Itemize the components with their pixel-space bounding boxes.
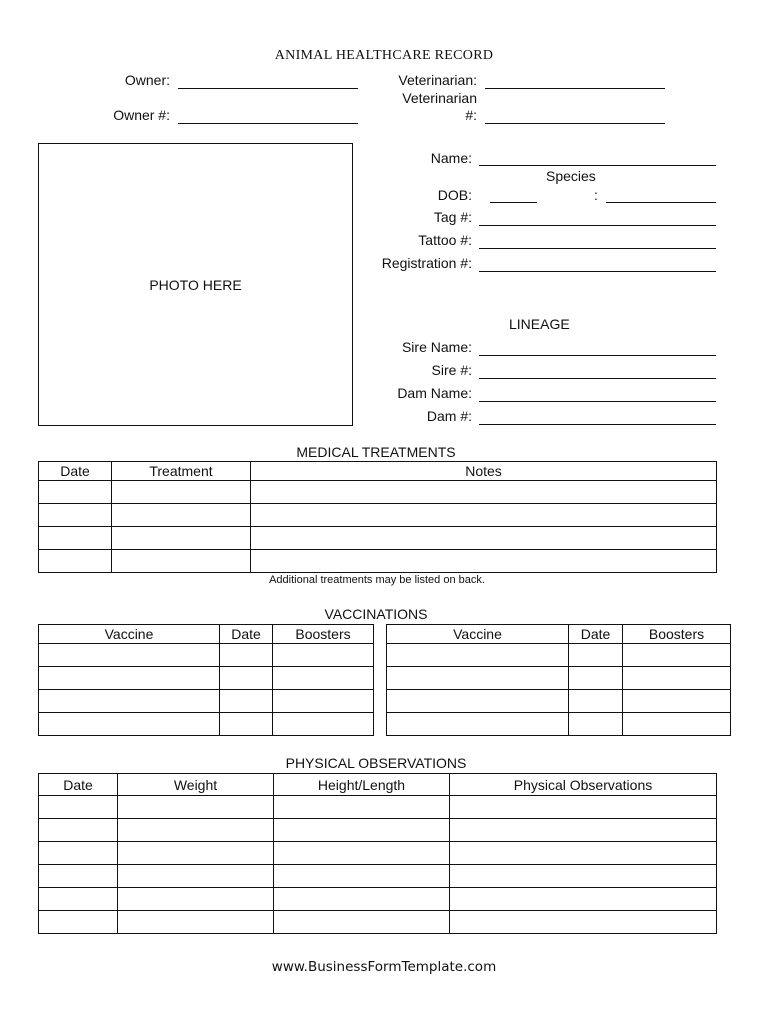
physical-cell[interactable] xyxy=(39,888,118,911)
physical-cell[interactable] xyxy=(274,842,450,865)
tag-label: Tag #: xyxy=(433,209,472,225)
sire-name-field[interactable] xyxy=(479,355,716,356)
form-title: ANIMAL HEALTHCARE RECORD xyxy=(274,48,494,63)
medical-col-treatment: Treatment xyxy=(112,462,251,481)
vaccination-table-left xyxy=(38,624,374,736)
vaccine-cell[interactable] xyxy=(623,690,731,713)
vaccine-cell[interactable] xyxy=(387,713,569,736)
medical-cell[interactable] xyxy=(112,527,251,550)
physical-cell[interactable] xyxy=(450,911,717,934)
veterinarian-number-label-1: Veterinarian xyxy=(402,90,477,106)
dam-number-label: Dam #: xyxy=(426,408,472,424)
dam-name-field[interactable] xyxy=(479,401,716,402)
physical-cell[interactable] xyxy=(118,865,274,888)
medical-col-notes: Notes xyxy=(251,462,717,481)
table-row xyxy=(387,713,731,736)
registration-label: Registration #: xyxy=(381,255,472,271)
medical-cell[interactable] xyxy=(112,504,251,527)
dob-field[interactable] xyxy=(490,202,537,203)
medical-cell[interactable] xyxy=(39,550,112,573)
vaccine-col-date: Date xyxy=(220,625,273,644)
vaccine-col-boosters: Boosters xyxy=(623,625,731,644)
medical-cell[interactable] xyxy=(112,481,251,504)
vaccination-table-right xyxy=(386,624,731,736)
veterinarian-field[interactable] xyxy=(485,88,665,89)
species-colon: : xyxy=(594,187,598,203)
vaccinations-heading: VACCINATIONS xyxy=(324,606,428,622)
vaccine-cell[interactable] xyxy=(39,667,220,690)
medical-note: Additional treatments may be listed on back. xyxy=(269,574,485,586)
vaccine-cell[interactable] xyxy=(623,644,731,667)
owner-label: Owner: xyxy=(124,72,170,88)
species-label: Species xyxy=(546,168,596,184)
physical-cell[interactable] xyxy=(39,796,118,819)
medical-cell[interactable] xyxy=(251,550,717,573)
physical-cell[interactable] xyxy=(39,842,118,865)
physical-cell[interactable] xyxy=(39,819,118,842)
vaccine-cell[interactable] xyxy=(569,713,623,736)
physical-cell[interactable] xyxy=(118,911,274,934)
vaccine-cell[interactable] xyxy=(569,667,623,690)
owner-number-label: Owner #: xyxy=(113,107,170,123)
tag-field[interactable] xyxy=(479,225,716,226)
physical-col-height: Height/Length xyxy=(274,774,450,796)
vaccine-cell[interactable] xyxy=(220,690,273,713)
sire-name-label: Sire Name: xyxy=(401,339,472,355)
medical-cell[interactable] xyxy=(251,481,717,504)
table-row xyxy=(39,796,717,819)
tattoo-field[interactable] xyxy=(479,248,716,249)
vaccine-cell[interactable] xyxy=(569,644,623,667)
physical-cell[interactable] xyxy=(118,819,274,842)
table-row xyxy=(39,527,717,550)
owner-field[interactable] xyxy=(178,88,358,89)
table-row xyxy=(387,667,731,690)
medical-cell[interactable] xyxy=(39,527,112,550)
table-row xyxy=(39,690,374,713)
physical-cell[interactable] xyxy=(450,796,717,819)
physical-cell[interactable] xyxy=(274,865,450,888)
physical-cell[interactable] xyxy=(450,865,717,888)
owner-number-field[interactable] xyxy=(178,123,358,124)
medical-cell[interactable] xyxy=(39,481,112,504)
physical-cell[interactable] xyxy=(118,842,274,865)
medical-col-date: Date xyxy=(39,462,112,481)
photo-placeholder: PHOTO HERE xyxy=(149,276,242,293)
dob-label: DOB: xyxy=(437,187,472,203)
table-row xyxy=(39,888,717,911)
vaccine-cell[interactable] xyxy=(569,690,623,713)
medical-cell[interactable] xyxy=(251,527,717,550)
table-row xyxy=(39,481,717,504)
medical-cell[interactable] xyxy=(112,550,251,573)
veterinarian-number-field[interactable] xyxy=(485,123,665,124)
vaccine-cell[interactable] xyxy=(273,644,374,667)
physical-heading: PHYSICAL OBSERVATIONS xyxy=(285,755,467,771)
vaccine-cell[interactable] xyxy=(273,667,374,690)
name-label: Name: xyxy=(430,150,472,166)
physical-cell[interactable] xyxy=(450,819,717,842)
vaccine-cell[interactable] xyxy=(623,713,731,736)
table-row xyxy=(39,865,717,888)
medical-heading: MEDICAL TREATMENTS xyxy=(296,444,456,460)
vaccine-cell[interactable] xyxy=(273,690,374,713)
physical-col-date: Date xyxy=(39,774,118,796)
vaccine-cell[interactable] xyxy=(220,667,273,690)
vaccine-col-vaccine: Vaccine xyxy=(39,625,220,644)
registration-field[interactable] xyxy=(479,271,716,272)
vaccine-cell[interactable] xyxy=(387,667,569,690)
table-row xyxy=(39,667,374,690)
vaccine-cell[interactable] xyxy=(39,713,220,736)
physical-cell[interactable] xyxy=(118,796,274,819)
physical-cell[interactable] xyxy=(274,796,450,819)
table-row xyxy=(387,644,731,667)
tattoo-label: Tattoo #: xyxy=(418,232,472,248)
vaccine-col-date: Date xyxy=(569,625,623,644)
vaccine-cell[interactable] xyxy=(220,644,273,667)
physical-cell[interactable] xyxy=(39,865,118,888)
table-row xyxy=(387,690,731,713)
physical-col-weight: Weight xyxy=(118,774,274,796)
physical-cell[interactable] xyxy=(450,888,717,911)
medical-table xyxy=(38,461,717,573)
physical-cell[interactable] xyxy=(450,842,717,865)
vaccine-cell[interactable] xyxy=(39,690,220,713)
physical-col-observations: Physical Observations xyxy=(450,774,717,796)
lineage-heading: LINEAGE xyxy=(509,316,570,332)
veterinarian-number-label-2: #: xyxy=(465,107,477,123)
vaccine-col-vaccine: Vaccine xyxy=(387,625,569,644)
species-field[interactable] xyxy=(606,202,716,203)
physical-cell[interactable] xyxy=(118,888,274,911)
physical-table xyxy=(38,773,717,934)
sire-number-label: Sire #: xyxy=(431,362,472,378)
medical-cell[interactable] xyxy=(251,504,717,527)
physical-cell[interactable] xyxy=(39,911,118,934)
footer-url[interactable]: www.BusinessFormTemplate.com xyxy=(271,959,497,975)
name-field[interactable] xyxy=(479,165,716,166)
photo-box[interactable] xyxy=(38,143,353,426)
vaccine-cell[interactable] xyxy=(39,644,220,667)
vaccine-cell[interactable] xyxy=(220,713,273,736)
vaccine-col-boosters: Boosters xyxy=(273,625,374,644)
veterinarian-label: Veterinarian: xyxy=(398,72,477,88)
table-row xyxy=(39,819,717,842)
physical-cell[interactable] xyxy=(274,819,450,842)
table-row xyxy=(39,911,717,934)
sire-number-field[interactable] xyxy=(479,378,716,379)
vaccine-cell[interactable] xyxy=(623,667,731,690)
table-row xyxy=(39,842,717,865)
vaccine-cell[interactable] xyxy=(273,713,374,736)
medical-cell[interactable] xyxy=(39,504,112,527)
physical-cell[interactable] xyxy=(274,888,450,911)
table-row xyxy=(39,644,374,667)
table-row xyxy=(39,713,374,736)
table-row xyxy=(39,550,717,573)
vaccine-cell[interactable] xyxy=(387,644,569,667)
table-row xyxy=(39,504,717,527)
physical-cell[interactable] xyxy=(274,911,450,934)
dam-number-field[interactable] xyxy=(479,424,716,425)
vaccine-cell[interactable] xyxy=(387,690,569,713)
dam-name-label: Dam Name: xyxy=(397,385,472,401)
